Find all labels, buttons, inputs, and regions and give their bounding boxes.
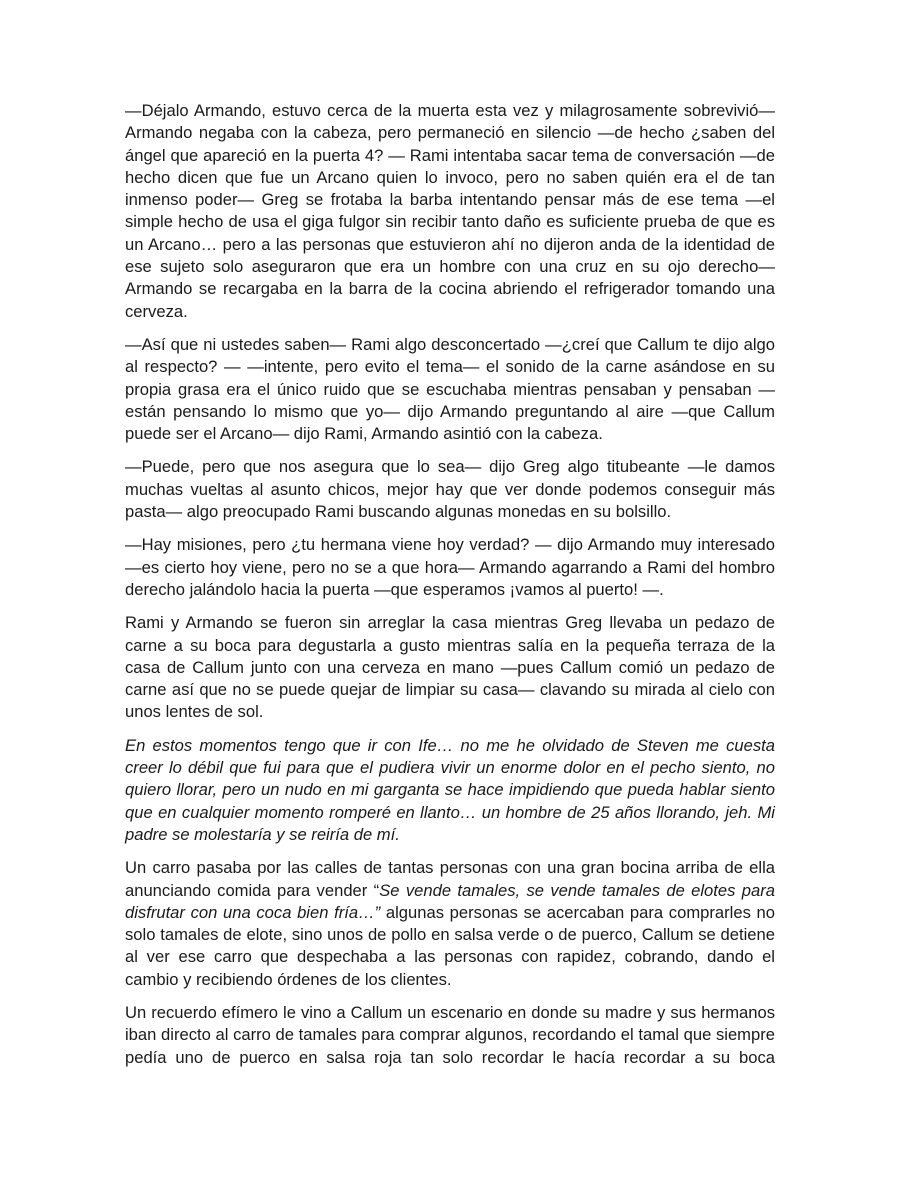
paragraph-2: —Así que ni ustedes saben— Rami algo desconcertado —¿creí que Callum te dijo algo al respecto? — —intente, pero evito el tema— el sonido de la carne asándose en su propia grasa era el único ruido que se escuchaba mientras pensaban y pensaban —están pensando lo mismo que yo— dijo Armando preguntando al aire —que Callum puede ser el Arcano— dijo Rami, Armando asintió con la cabeza. <box>125 334 775 444</box>
paragraph-7 <box>125 857 775 991</box>
paragraph-7-before: Un carro pasaba por las calles de tantas personas con una gran bocina arriba de ella anunciando comida para vender “ <box>125 858 775 900</box>
paragraph-1: —Déjalo Armando, estuvo cerca de la muerta esta vez y milagrosamente sobrevivió— Armando negaba con la cabeza, pero permaneció en silencio —de hecho ¿saben del ángel que apareció en la puerta 4? — Rami intentaba sacar tema de conversación —de hecho dicen que fue un Arcano quien lo invoco, pero no saben quién era el de tan inmenso poder— Greg se frotaba la barba intentando pensar más de ese tema —el simple hecho de usa el giga fulgor sin recibir tanto daño es suficiente prueba de que es un Arcano… pero a las personas que estuvieron ahí no dijeron anda de la identidad de ese sujeto solo aseguraron que era un hombre con una cruz en su ojo derecho— Armando se recargaba en la barra de la cocina abriendo el refrigerador tomando una cerveza. <box>125 101 775 321</box>
document-page <box>125 100 775 1080</box>
paragraph-7-quote: Se vende tamales, se vende tamales de elotes para disfrutar con una coca bien fría…” <box>125 880 775 922</box>
paragraph-4: —Hay misiones, pero ¿tu hermana viene hoy verdad? — dijo Armando muy interesado —es cierto hoy viene, pero no se a que hora— Armando agarrando a Rami del hombro derecho jalándolo hacia la puerta —que esperamos ¡vamos al puerto! —. <box>125 535 775 599</box>
paragraph-8: Un recuerdo efímero le vino a Callum un escenario en donde su madre y sus hermanos iban directo al carro de tamales para comprar algunos, recordando el tamal que siempre pedía uno de puerco en salsa roja tan solo recordar le hacía recordar a su boca <box>125 1002 775 1067</box>
paragraph-5: Rami y Armando se fueron sin arreglar la casa mientras Greg llevaba un pedazo de carne a su boca para degustarla a gusto mientras salía en la pequeña terraza de la casa de Callum junto con una cerveza en mano —pues Callum comió un pedazo de carne así que no se puede quejar de limpiar su casa— clavando su mirada al cielo con unos lentes de sol. <box>125 613 775 722</box>
paragraph-3: —Puede, pero que nos asegura que lo sea— dijo Greg algo titubeante —le damos muchas vueltas al asunto chicos, mejor hay que ver donde podemos conseguir más pasta— algo preocupado Rami buscando algunas monedas en su bolsillo. <box>125 457 775 522</box>
paragraph-7-after: algunas personas se acercaban para comprarles no solo tamales de elote, sino unos de pollo en salsa verde o de puerco, Callum se detiene al ver ese carro que despechaba a las personas con rapidez, cobrando, dando el cambio y recibiendo órdenes de los clientes. <box>125 902 776 989</box>
paragraph-6-italic: En estos momentos tengo que ir con Ife… no me he olvidado de Steven me cuesta creer lo débil que fui para que el pudiera vivir un enorme dolor en el pecho siento, no quiero llorar, pero un nudo en mi garganta se hace impidiendo que pueda hablar siento que en cualquier momento romperé en llanto… un hombre de 25 años llorando, jeh. Mi padre se molestaría y se reiría de mí. <box>125 735 775 844</box>
